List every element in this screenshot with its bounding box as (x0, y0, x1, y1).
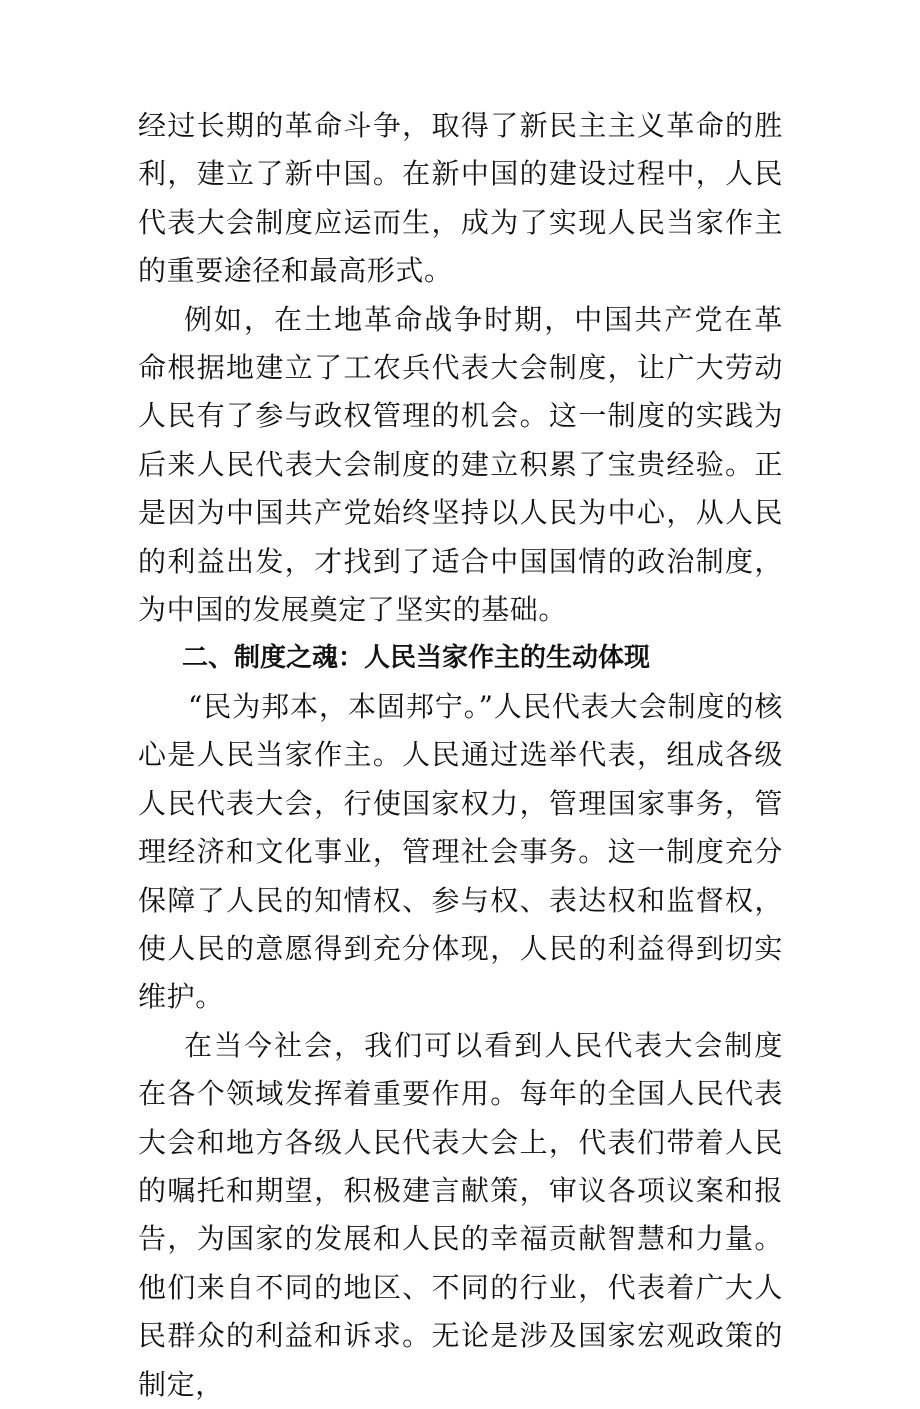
document-body (138, 102, 783, 1409)
section-heading: 二、制度之魂：人民当家作主的生动体现 (182, 643, 651, 674)
paragraph-continuation: 经过长期的革命斗争，取得了新民主主义革命的胜利，建立了新中国。在新中国的建设过程中，人民代表大会制度应运而生，成为了实现人民当家作主的重要途径和最高形式。 (138, 109, 783, 288)
paragraph-example: 例如，在土地革命战争时期，中国共产党在革命根据地建立了工农兵代表大会制度，让广大劳动人民有了参与政权管理的机会。这一制度的实践为后来人民代表大会制度的建立积累了宝贵经验。正是因为中国共产党始终坚持以人民为中心，从人民的利益出发，才找到了适合中国国情的政治制度，为中国的发展奠定了坚实的基础。 (138, 302, 783, 627)
paragraph-today: 在当今社会，我们可以看到人民代表大会制度在各个领域发挥着重要作用。每年的全国人民代表大会和地方各级人民代表大会上，代表们带着人民的嘱托和期望，积极建言献策，审议各项议案和报告，为国家的发展和人民的幸福贡献智慧和力量。他们来自不同的地区、不同的行业，代表着广大人民群众的利益和诉求。无论是涉及国家宏观政策的制定， (138, 1028, 783, 1401)
paragraph-core: “民为邦本，本固邦宁。”人民代表大会制度的核心是人民当家作主。人民通过选举代表，组成各级人民代表大会，行使国家权力，管理国家事务，管理经济和文化事业，管理社会事务。这一制度充分保障了人民的知情权、参与权、表达权和监督权，使人民的意愿得到充分体现，人民的利益得到切实维护。 (138, 689, 783, 1014)
